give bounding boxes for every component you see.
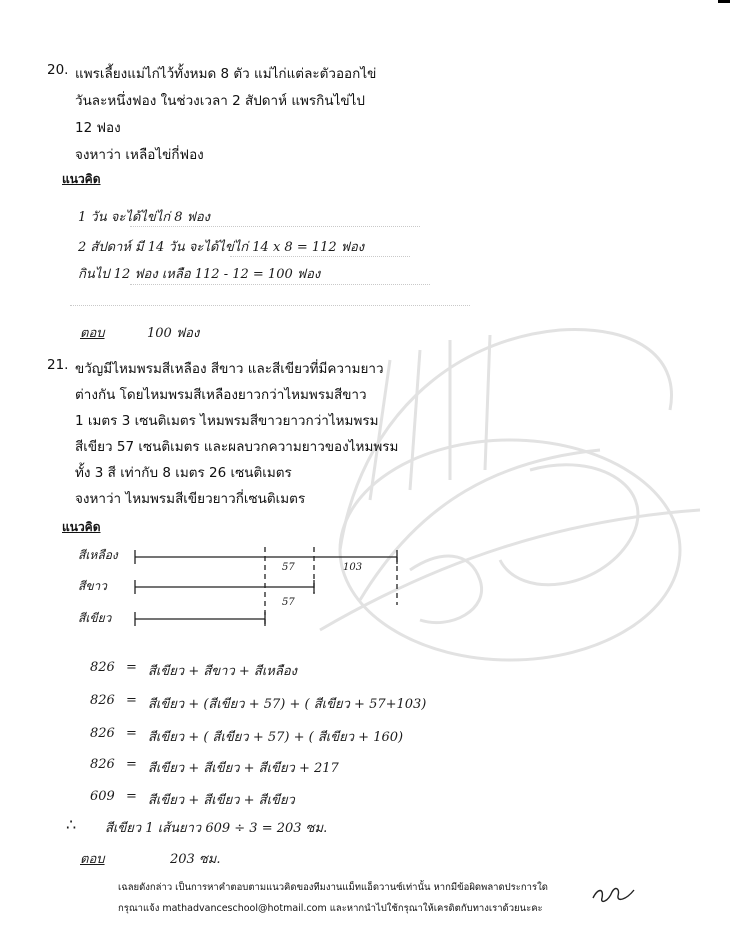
equation-equals: = (126, 726, 137, 741)
bar-segment-label-103: 103 (343, 562, 363, 573)
q20-line-2: วันละหนึ่งฟอง ในช่วงเวลา 2 สัปดาห์ แพรกินไข่ไป (75, 93, 365, 109)
q21-heading: แนวคิด (62, 520, 101, 534)
q21-answer-label: ตอบ (80, 852, 105, 867)
dotted-divider (130, 284, 430, 285)
dotted-divider (130, 226, 420, 227)
bar-label-yellow: สีเหลือง (78, 548, 118, 562)
q21-conclusion: สีเขียว 1 เส้นยาว 609 ÷ 3 = 203 ซม. (105, 821, 328, 836)
q21-line-3: 1 เมตร 3 เซนติเมตร ไหมพรมสีขาวยาวกว่าไหมพรม (75, 413, 379, 429)
equation-lhs: 826 (90, 660, 115, 675)
equation-equals: = (126, 789, 137, 804)
q20-line-4: จงหาว่า เหลือไข่กี่ฟอง (75, 147, 204, 163)
dotted-divider (70, 305, 470, 306)
q21-line-5: ทั้ง 3 สี เท่ากับ 8 เมตร 26 เซนติเมตร (75, 465, 292, 481)
q20-number: 20. (47, 62, 69, 78)
therefore-symbol: ∴ (66, 815, 77, 834)
q21-line-6: จงหาว่า ไหมพรมสีเขียวยาวกี่เซนติเมตร (75, 491, 306, 507)
q20-heading: แนวคิด (62, 172, 101, 186)
q20-work-line-1: 1 วัน จะได้ไข่ไก่ 8 ฟอง (78, 210, 211, 225)
equation-rhs: สีเขียว + สีเขียว + สีเขียว + 217 (148, 761, 339, 776)
bar-segment-label-57-top: 57 (282, 562, 295, 573)
q21-answer-value: 203 ซม. (170, 852, 221, 867)
footer-note-line-2: กรุณาแจ้ง mathadvanceschool@hotmail.com และหากนำไปใช้กรุณาให้เครดิตกับทางเราด้วยนะคะ (118, 903, 543, 914)
equation-equals: = (126, 660, 137, 675)
q20-line-3: 12 ฟอง (75, 120, 121, 136)
bar-segment-label-57-mid: 57 (282, 597, 295, 608)
equation-equals: = (126, 757, 137, 772)
equation-lhs: 826 (90, 757, 115, 772)
q21-line-2: ต่างกัน โดยไหมพรมสีเหลืองยาวกว่าไหมพรมสีขาว (75, 387, 367, 403)
equation-rhs: สีเขียว + สีเขียว + สีเขียว (148, 793, 295, 808)
bar-label-white: สีขาว (78, 579, 108, 593)
q20-work-line-3: กินไป 12 ฟอง เหลือ 112 - 12 = 100 ฟอง (78, 267, 321, 282)
bar-label-green: สีเขียว (78, 611, 112, 625)
page-corner-mark (718, 0, 730, 3)
equation-rhs: สีเขียว + (สีเขียว + 57) + ( สีเขียว + 57+103) (148, 697, 427, 712)
q20-work-line-2: 2 สัปดาห์ มี 14 วัน จะได้ไข่ไก่ 14 x 8 = 112 ฟอง (78, 240, 365, 255)
equation-lhs: 826 (90, 693, 115, 708)
q20-answer-label: ตอบ (80, 326, 105, 341)
equation-rhs: สีเขียว + ( สีเขียว + 57) + ( สีเขียว + 160) (148, 730, 404, 745)
equation-lhs: 826 (90, 726, 115, 741)
length-bar-diagram (125, 545, 415, 635)
q21-line-1: ขวัญมีไหมพรมสีเหลือง สีขาว และสีเขียวที่มีความยาว (75, 361, 384, 377)
footer-note-line-1: เฉลยดังกล่าว เป็นการหาคำตอบตามแนวคิดของทีมงานแม็ทแอ็ดวานซ์เท่านั้น หากมีข้อผิดพลาดประการใด (118, 882, 548, 893)
dotted-divider (230, 256, 410, 257)
q21-number: 21. (47, 357, 69, 373)
equation-equals: = (126, 693, 137, 708)
q20-line-1: แพรเลี้ยงแม่ไก่ไว้ทั้งหมด 8 ตัว แม่ไก่แต่ละตัวออกไข่ (75, 66, 377, 82)
q20-answer-value: 100 ฟอง (147, 326, 200, 341)
equation-lhs: 609 (90, 789, 115, 804)
signature-mark (590, 880, 640, 908)
equation-rhs: สีเขียว + สีขาว + สีเหลือง (148, 664, 297, 679)
q21-line-4: สีเขียว 57 เซนติเมตร และผลบวกความยาวของไหมพรม (75, 439, 399, 455)
